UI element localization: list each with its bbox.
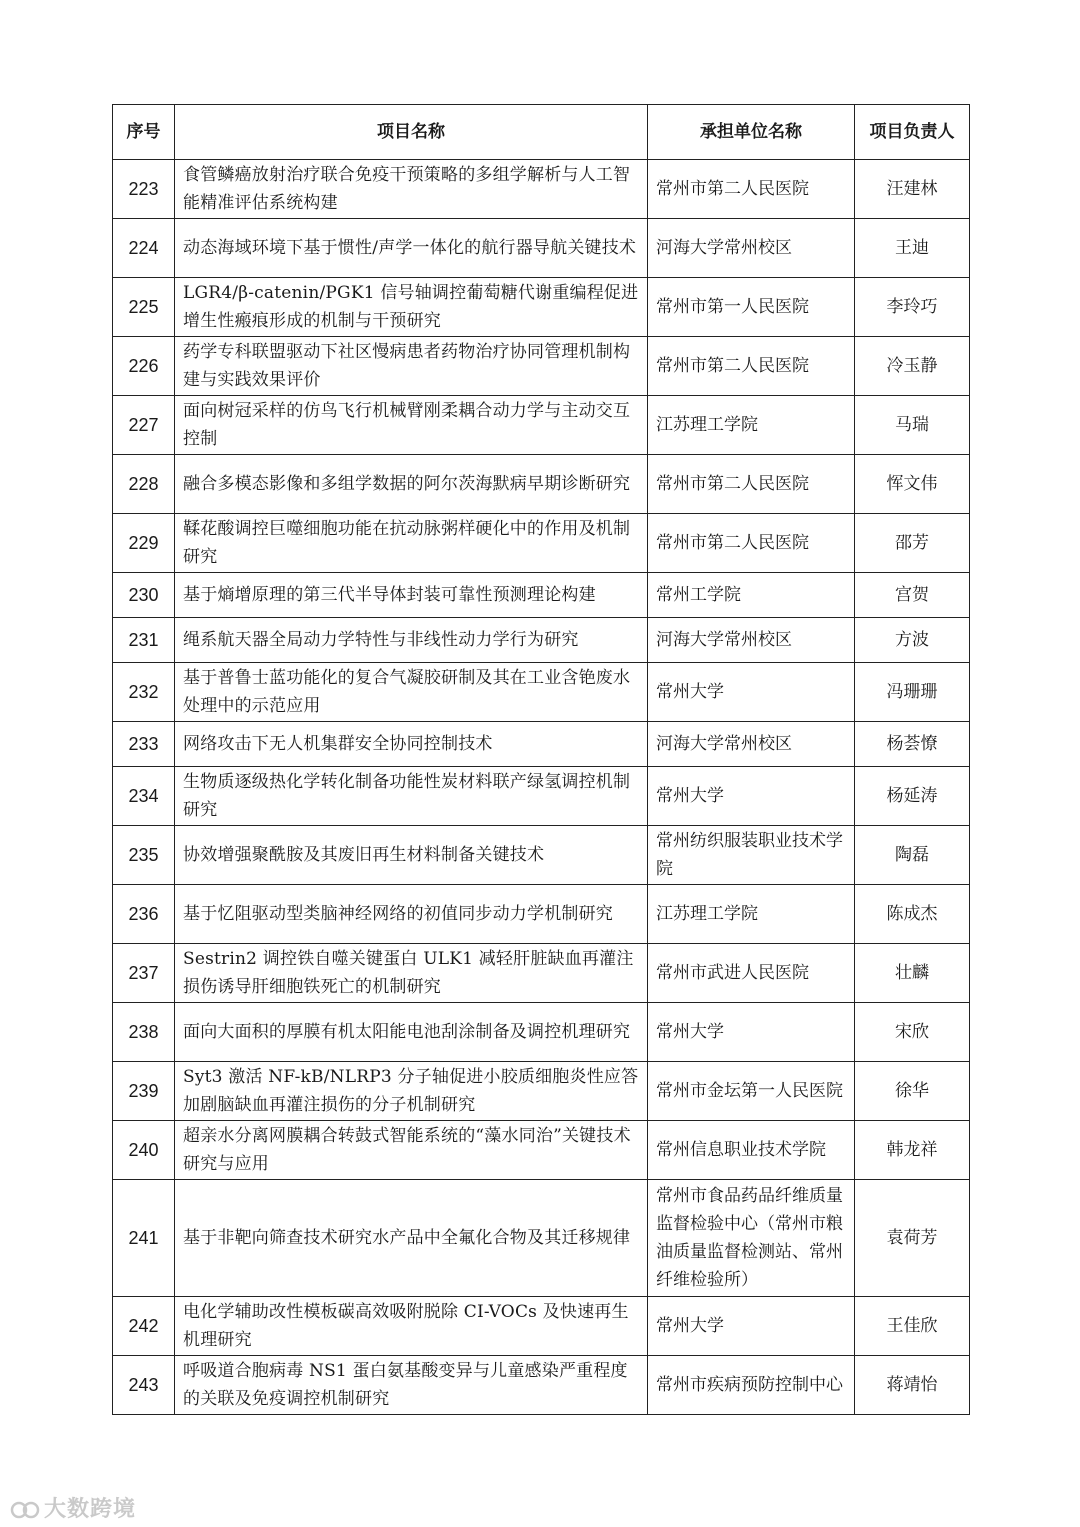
cell-seq: 237: [113, 944, 175, 1003]
cell-lead: 蒋靖怡: [855, 1356, 970, 1415]
cell-lead: 王迪: [855, 219, 970, 278]
cell-lead: 李玲巧: [855, 278, 970, 337]
cell-unit: 常州大学: [648, 1003, 855, 1062]
cell-lead: 韩龙祥: [855, 1121, 970, 1180]
cell-unit: 河海大学常州校区: [648, 618, 855, 663]
cell-project-name: Syt3 激活 NF-kB/NLRP3 分子轴促进小胶质细胞炎性应答加剧脑缺血再灌注损伤的分子机制研究: [175, 1062, 648, 1121]
cell-unit: 常州市金坛第一人民医院: [648, 1062, 855, 1121]
cell-unit: 常州大学: [648, 1297, 855, 1356]
watermark: [10, 1492, 136, 1523]
table-row: [113, 337, 970, 396]
cell-project-name: 基于普鲁士蓝功能化的复合气凝胶研制及其在工业含铯废水处理中的示范应用: [175, 663, 648, 722]
cell-unit: 常州市武进人民医院: [648, 944, 855, 1003]
cell-lead: 杨荟憭: [855, 722, 970, 767]
cell-seq: 231: [113, 618, 175, 663]
cell-lead: 徐华: [855, 1062, 970, 1121]
table-body: [113, 160, 970, 1415]
table-row: [113, 1180, 970, 1297]
cell-lead: 冯珊珊: [855, 663, 970, 722]
table-row: [113, 767, 970, 826]
cell-seq: 225: [113, 278, 175, 337]
cell-seq: 232: [113, 663, 175, 722]
cell-unit: 常州市第二人民医院: [648, 160, 855, 219]
project-table: [112, 104, 970, 1415]
table-row: [113, 885, 970, 944]
table-row: [113, 219, 970, 278]
table-row: [113, 396, 970, 455]
header-unit: 承担单位名称: [648, 105, 855, 160]
cell-unit: 常州市第二人民医院: [648, 514, 855, 573]
cell-lead: 壮麟: [855, 944, 970, 1003]
cell-unit: 常州市食品药品纤维质量监督检验中心（常州市粮油质量监督检测站、常州纤维检验所）: [648, 1180, 855, 1297]
cell-project-name: 生物质逐级热化学转化制备功能性炭材料联产绿氢调控机制研究: [175, 767, 648, 826]
cell-lead: 宫贺: [855, 573, 970, 618]
cell-unit: 江苏理工学院: [648, 396, 855, 455]
cell-project-name: 动态海域环境下基于惯性/声学一体化的航行器导航关键技术: [175, 219, 648, 278]
table-row: [113, 278, 970, 337]
table-row: [113, 944, 970, 1003]
cell-project-name: 鞣花酸调控巨噬细胞功能在抗动脉粥样硬化中的作用及机制研究: [175, 514, 648, 573]
header-lead: 项目负责人: [855, 105, 970, 160]
cell-unit: 江苏理工学院: [648, 885, 855, 944]
cell-seq: 241: [113, 1180, 175, 1297]
cell-lead: 宋欣: [855, 1003, 970, 1062]
cell-seq: 240: [113, 1121, 175, 1180]
cell-project-name: Sestrin2 调控铁自噬关键蛋白 ULK1 减轻肝脏缺血再灌注损伤诱导肝细胞铁死亡的机制研究: [175, 944, 648, 1003]
cell-unit: 常州工学院: [648, 573, 855, 618]
cell-lead: 马瑞: [855, 396, 970, 455]
table-row: [113, 1297, 970, 1356]
table-row: [113, 618, 970, 663]
cell-lead: 陈成杰: [855, 885, 970, 944]
document-page: [112, 104, 969, 1415]
cell-project-name: 基于忆阻驱动型类脑神经网络的初值同步动力学机制研究: [175, 885, 648, 944]
cell-project-name: 呼吸道合胞病毒 NS1 蛋白氨基酸变异与儿童感染严重程度的关联及免疫调控机制研究: [175, 1356, 648, 1415]
cell-seq: 228: [113, 455, 175, 514]
table-row: [113, 1356, 970, 1415]
cell-seq: 236: [113, 885, 175, 944]
cell-seq: 224: [113, 219, 175, 278]
cell-project-name: 药学专科联盟驱动下社区慢病患者药物治疗协同管理机制构建与实践效果评价: [175, 337, 648, 396]
cell-seq: 227: [113, 396, 175, 455]
cell-seq: 243: [113, 1356, 175, 1415]
table-row: [113, 826, 970, 885]
header-project-name: 项目名称: [175, 105, 648, 160]
watermark-logo-icon: [10, 1499, 40, 1521]
cell-seq: 239: [113, 1062, 175, 1121]
cell-unit: 常州市第二人民医院: [648, 337, 855, 396]
cell-seq: 230: [113, 573, 175, 618]
table-row: [113, 160, 970, 219]
cell-project-name: 基于熵增原理的第三代半导体封装可靠性预测理论构建: [175, 573, 648, 618]
cell-project-name: 面向树冠采样的仿鸟飞行机械臂刚柔耦合动力学与主动交互控制: [175, 396, 648, 455]
cell-project-name: 融合多模态影像和多组学数据的阿尔茨海默病早期诊断研究: [175, 455, 648, 514]
cell-project-name: 超亲水分离网膜耦合转鼓式智能系统的“藻水同治”关键技术研究与应用: [175, 1121, 648, 1180]
cell-project-name: 电化学辅助改性模板碳高效吸附脱除 CI-VOCs 及快速再生机理研究: [175, 1297, 648, 1356]
table-row: [113, 1121, 970, 1180]
cell-seq: 229: [113, 514, 175, 573]
table-row: [113, 573, 970, 618]
cell-unit: 常州市第二人民医院: [648, 455, 855, 514]
cell-project-name: 网络攻击下无人机集群安全协同控制技术: [175, 722, 648, 767]
cell-project-name: 绳系航天器全局动力学特性与非线性动力学行为研究: [175, 618, 648, 663]
cell-project-name: LGR4/β-catenin/PGK1 信号轴调控葡萄糖代谢重编程促进增生性瘢痕形成的机制与干预研究: [175, 278, 648, 337]
header-seq: 序号: [113, 105, 175, 160]
cell-project-name: 面向大面积的厚膜有机太阳能电池刮涂制备及调控机理研究: [175, 1003, 648, 1062]
cell-unit: 常州大学: [648, 767, 855, 826]
cell-seq: 223: [113, 160, 175, 219]
table-row: [113, 722, 970, 767]
cell-project-name: 基于非靶向筛查技术研究水产品中全氟化合物及其迁移规律: [175, 1180, 648, 1297]
table-row: [113, 514, 970, 573]
cell-unit: 常州市疾病预防控制中心: [648, 1356, 855, 1415]
cell-lead: 邵芳: [855, 514, 970, 573]
cell-lead: 方波: [855, 618, 970, 663]
cell-lead: 汪建林: [855, 160, 970, 219]
cell-seq: 242: [113, 1297, 175, 1356]
cell-seq: 235: [113, 826, 175, 885]
table-row: [113, 1062, 970, 1121]
table-header-row: [113, 105, 970, 160]
cell-lead: 恽文伟: [855, 455, 970, 514]
cell-project-name: 协效增强聚酰胺及其废旧再生材料制备关键技术: [175, 826, 648, 885]
cell-seq: 226: [113, 337, 175, 396]
cell-unit: 常州纺织服装职业技术学院: [648, 826, 855, 885]
watermark-text: 大数跨境: [44, 1497, 137, 1522]
cell-lead: 王佳欣: [855, 1297, 970, 1356]
cell-lead: 袁荷芳: [855, 1180, 970, 1297]
cell-lead: 陶磊: [855, 826, 970, 885]
cell-unit: 常州市第一人民医院: [648, 278, 855, 337]
table-row: [113, 663, 970, 722]
table-row: [113, 1003, 970, 1062]
cell-unit: 河海大学常州校区: [648, 219, 855, 278]
cell-lead: 冷玉静: [855, 337, 970, 396]
cell-unit: 常州信息职业技术学院: [648, 1121, 855, 1180]
cell-seq: 234: [113, 767, 175, 826]
table-row: [113, 455, 970, 514]
cell-unit: 河海大学常州校区: [648, 722, 855, 767]
cell-lead: 杨延涛: [855, 767, 970, 826]
cell-project-name: 食管鳞癌放射治疗联合免疫干预策略的多组学解析与人工智能精准评估系统构建: [175, 160, 648, 219]
cell-unit: 常州大学: [648, 663, 855, 722]
cell-seq: 238: [113, 1003, 175, 1062]
cell-seq: 233: [113, 722, 175, 767]
